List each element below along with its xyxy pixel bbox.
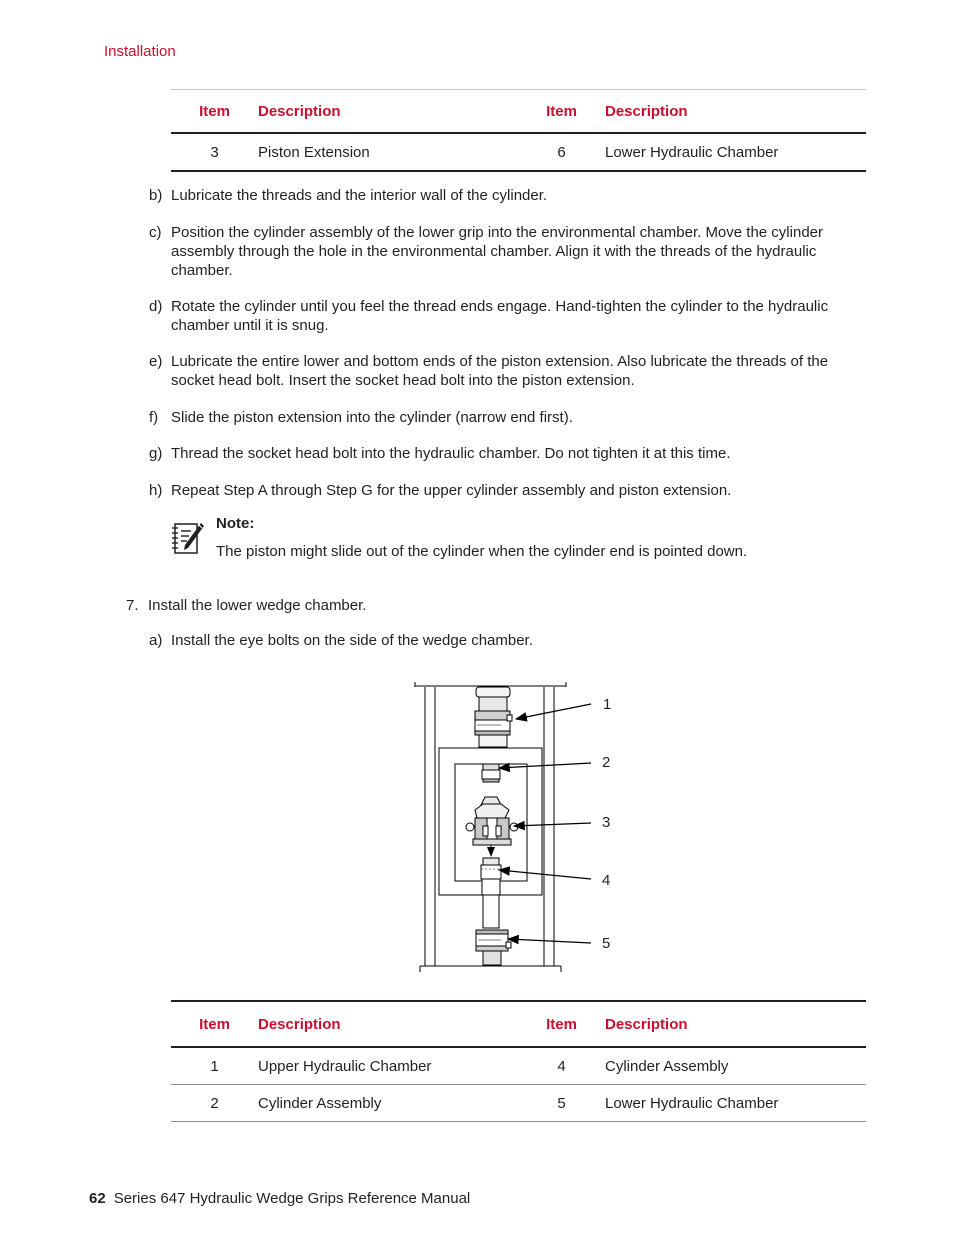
step-text: Thread the socket head bolt into the hydraulic chamber. Do not tighten it at this time. <box>171 445 731 462</box>
step-text: Rotate the cylinder until you feel the thread ends engage. Hand-tighten the cylinder to the hydraulic chamber until it is snug. <box>171 298 829 334</box>
table-row <box>171 1047 866 1085</box>
step-label: a) <box>149 632 163 649</box>
step-label: c) <box>149 224 162 241</box>
item-description: Cylinder Assembly <box>605 1057 729 1075</box>
section-header: Installation <box>104 43 176 60</box>
item-number: 5 <box>557 1094 566 1112</box>
item-description: Lower Hydraulic Chamber <box>605 143 779 161</box>
step-label: d) <box>149 298 163 315</box>
step-text: Lubricate the entire lower and bottom ends of the piston extension. Also lubricate the threads of the socket head bolt. Insert the socket head bolt into the piston extension. <box>171 353 829 389</box>
header-description: Description <box>605 1015 688 1033</box>
step-text: Lubricate the threads and the interior wall of the cylinder. <box>171 187 548 204</box>
table-row <box>171 133 866 171</box>
item-number: 4 <box>557 1057 566 1075</box>
header-description: Description <box>258 102 341 120</box>
header-item: Item <box>199 1015 230 1033</box>
callout-1: 1 <box>603 696 612 713</box>
callout-2: 2 <box>602 754 611 771</box>
page-number: 62 <box>89 1190 106 1207</box>
header-item: Item <box>546 1015 577 1033</box>
note-body: The piston might slide out of the cylinder when the cylinder end is pointed down. <box>216 543 748 560</box>
step-label: e) <box>149 353 163 370</box>
step-label: g) <box>149 445 163 462</box>
table-row <box>171 1085 866 1122</box>
manual-title: Series 647 Hydraulic Wedge Grips Reference Manual <box>113 1190 471 1207</box>
parts-table-2 <box>171 1000 866 1122</box>
item-number: 3 <box>210 143 219 161</box>
header-description: Description <box>258 1015 341 1033</box>
wedge-chamber-figure <box>413 680 633 984</box>
step-label: h) <box>149 482 163 499</box>
callout-3: 3 <box>602 814 611 831</box>
item-description: Piston Extension <box>258 143 370 161</box>
note-pencil-icon <box>171 519 205 557</box>
step-label: 7. <box>126 597 139 614</box>
parts-table-1 <box>171 89 866 172</box>
item-description: Upper Hydraulic Chamber <box>258 1057 432 1075</box>
table-header-row <box>171 1001 866 1047</box>
table-header-row <box>171 90 866 134</box>
item-description: Lower Hydraulic Chamber <box>605 1094 779 1112</box>
header-item: Item <box>546 102 577 120</box>
header-item: Item <box>199 102 230 120</box>
note-title: Note: <box>216 515 255 532</box>
callout-4: 4 <box>602 872 611 889</box>
step-label: f) <box>149 409 159 426</box>
step-label: b) <box>149 187 163 204</box>
step-text: Slide the piston extension into the cylinder (narrow end first). <box>171 409 573 426</box>
item-number: 1 <box>210 1057 219 1075</box>
item-number: 2 <box>210 1094 219 1112</box>
callout-5: 5 <box>602 935 611 952</box>
header-description: Description <box>605 102 688 120</box>
step-text: Repeat Step A through Step G for the upper cylinder assembly and piston extension. <box>171 482 732 499</box>
step-text: Install the lower wedge chamber. <box>148 597 367 614</box>
item-number: 6 <box>557 143 566 161</box>
step-text: Position the cylinder assembly of the lower grip into the environmental chamber. Move the cylinder assembly through the hole in the environmental chamber. Align it with the threads of the hydraulic chamber. <box>171 224 823 279</box>
step-text: Install the eye bolts on the side of the wedge chamber. <box>171 632 533 649</box>
page-footer <box>89 1190 470 1207</box>
item-description: Cylinder Assembly <box>258 1094 382 1112</box>
